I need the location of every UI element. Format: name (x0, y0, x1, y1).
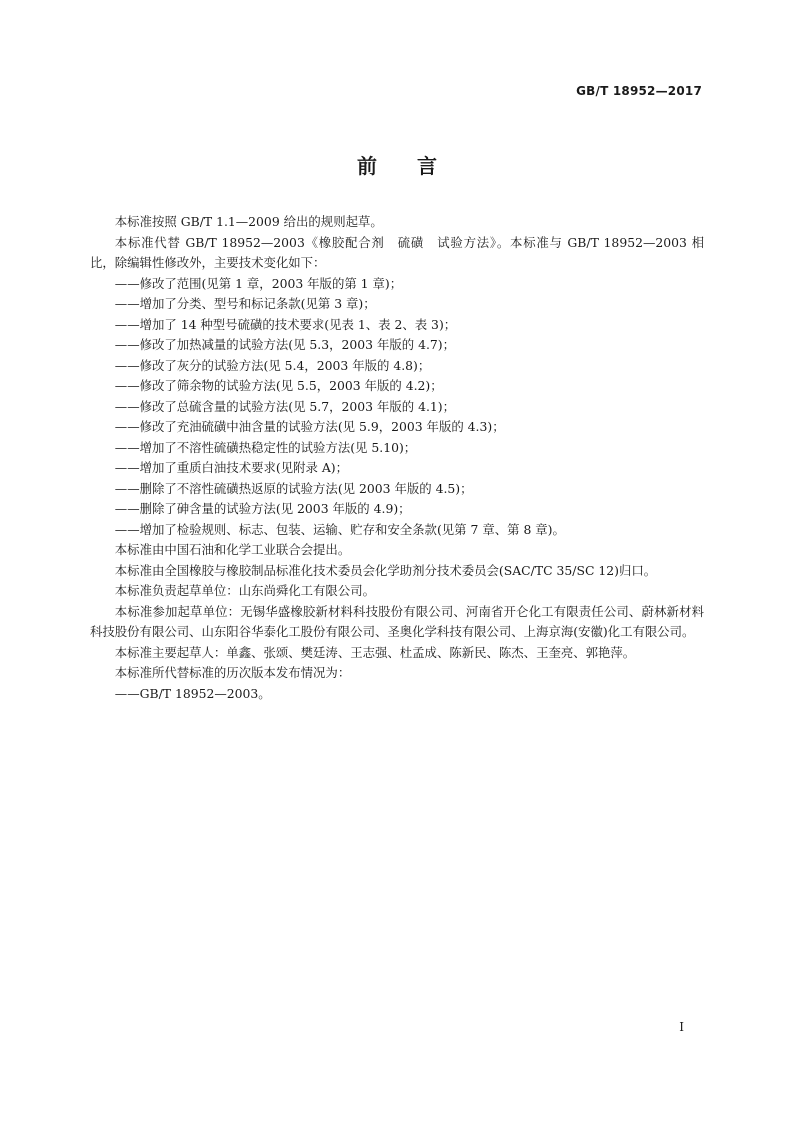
page-title: 前言 (357, 154, 477, 178)
paragraph: 本标准主要起草人：单鑫、张颂、樊廷涛、王志强、杜孟成、陈新民、陈杰、王奎亮、郭艳萍。 (114, 644, 636, 660)
paragraph: 本标准所代替标准的历次版本发布情况为： (114, 665, 351, 680)
change-item: ——增加了重质白油技术要求(见附录 A)； (114, 460, 348, 475)
change-item: ——修改了总硫含量的试验方法(见 5.7，2003 年版的 4.1)； (114, 398, 456, 414)
paragraph: 本标准参加起草单位：无锡华盛橡胶新材料科技股份有限公司、河南省开仑化工有限责任公司、蔚林新材料科技股份有限公司、山东阳谷华泰化工股份有限公司、圣奥化学科技有限公司、上海京海(安徽)化工有限公司。 (90, 603, 704, 639)
paragraph: 本标准由全国橡胶与橡胶制品标准化技术委员会化学助剂分技术委员会(SAC/TC 35/SC 12)归口。 (114, 562, 657, 578)
change-item: ——修改了筛余物的试验方法(见 5.5，2003 年版的 4.2)； (114, 378, 443, 393)
change-item: ——删除了砷含量的试验方法(见 2003 年版的 4.9)； (114, 501, 411, 516)
change-item: ——修改了灰分的试验方法(见 5.4，2003 年版的 4.8)； (114, 357, 431, 373)
change-item: ——增加了检验规则、标志、包装、运输、贮存和安全条款(见第 7 章、第 8 章)。 (114, 521, 565, 537)
change-item: ——增加了 14 种型号硫磺的技术要求(见表 1、表 2、表 3)； (114, 316, 457, 332)
paragraph: 本标准按照 GB/T 1.1—2009 给出的规则起草。 (114, 214, 383, 229)
paragraph: 本标准由中国石油和化学工业联合会提出。 (114, 542, 351, 557)
paragraph: 本标准代替 GB/T 18952—2003《橡胶配合剂 硫磺 试验方法》。本标准与 GB/T 18952—2003 相比，除编辑性修改外，主要技术变化如下： (90, 234, 704, 270)
paragraph: 本标准负责起草单位：山东尚舜化工有限公司。 (114, 583, 375, 598)
page-number: I (679, 1020, 684, 1034)
change-item: ——修改了范围(见第 1 章，2003 年版的第 1 章)； (114, 275, 403, 291)
history-item: ——GB/T 18952—2003。 (114, 685, 271, 701)
change-item: ——修改了充油硫磺中油含量的试验方法(见 5.9，2003 年版的 4.3)； (114, 419, 505, 434)
change-item: ——删除了不溶性硫磺热返原的试验方法(见 2003 年版的 4.5)； (114, 480, 473, 496)
change-item: ——增加了分类、型号和标记条款(见第 3 章)； (114, 296, 376, 311)
change-item: ——增加了不溶性硫磺热稳定性的试验方法(见 5.10)； (114, 439, 417, 455)
change-item: ——修改了加热减量的试验方法(见 5.3，2003 年版的 4.7)； (114, 337, 456, 352)
foreword-body (90, 212, 704, 704)
standard-number: GB/T 18952—2017 (576, 84, 702, 98)
